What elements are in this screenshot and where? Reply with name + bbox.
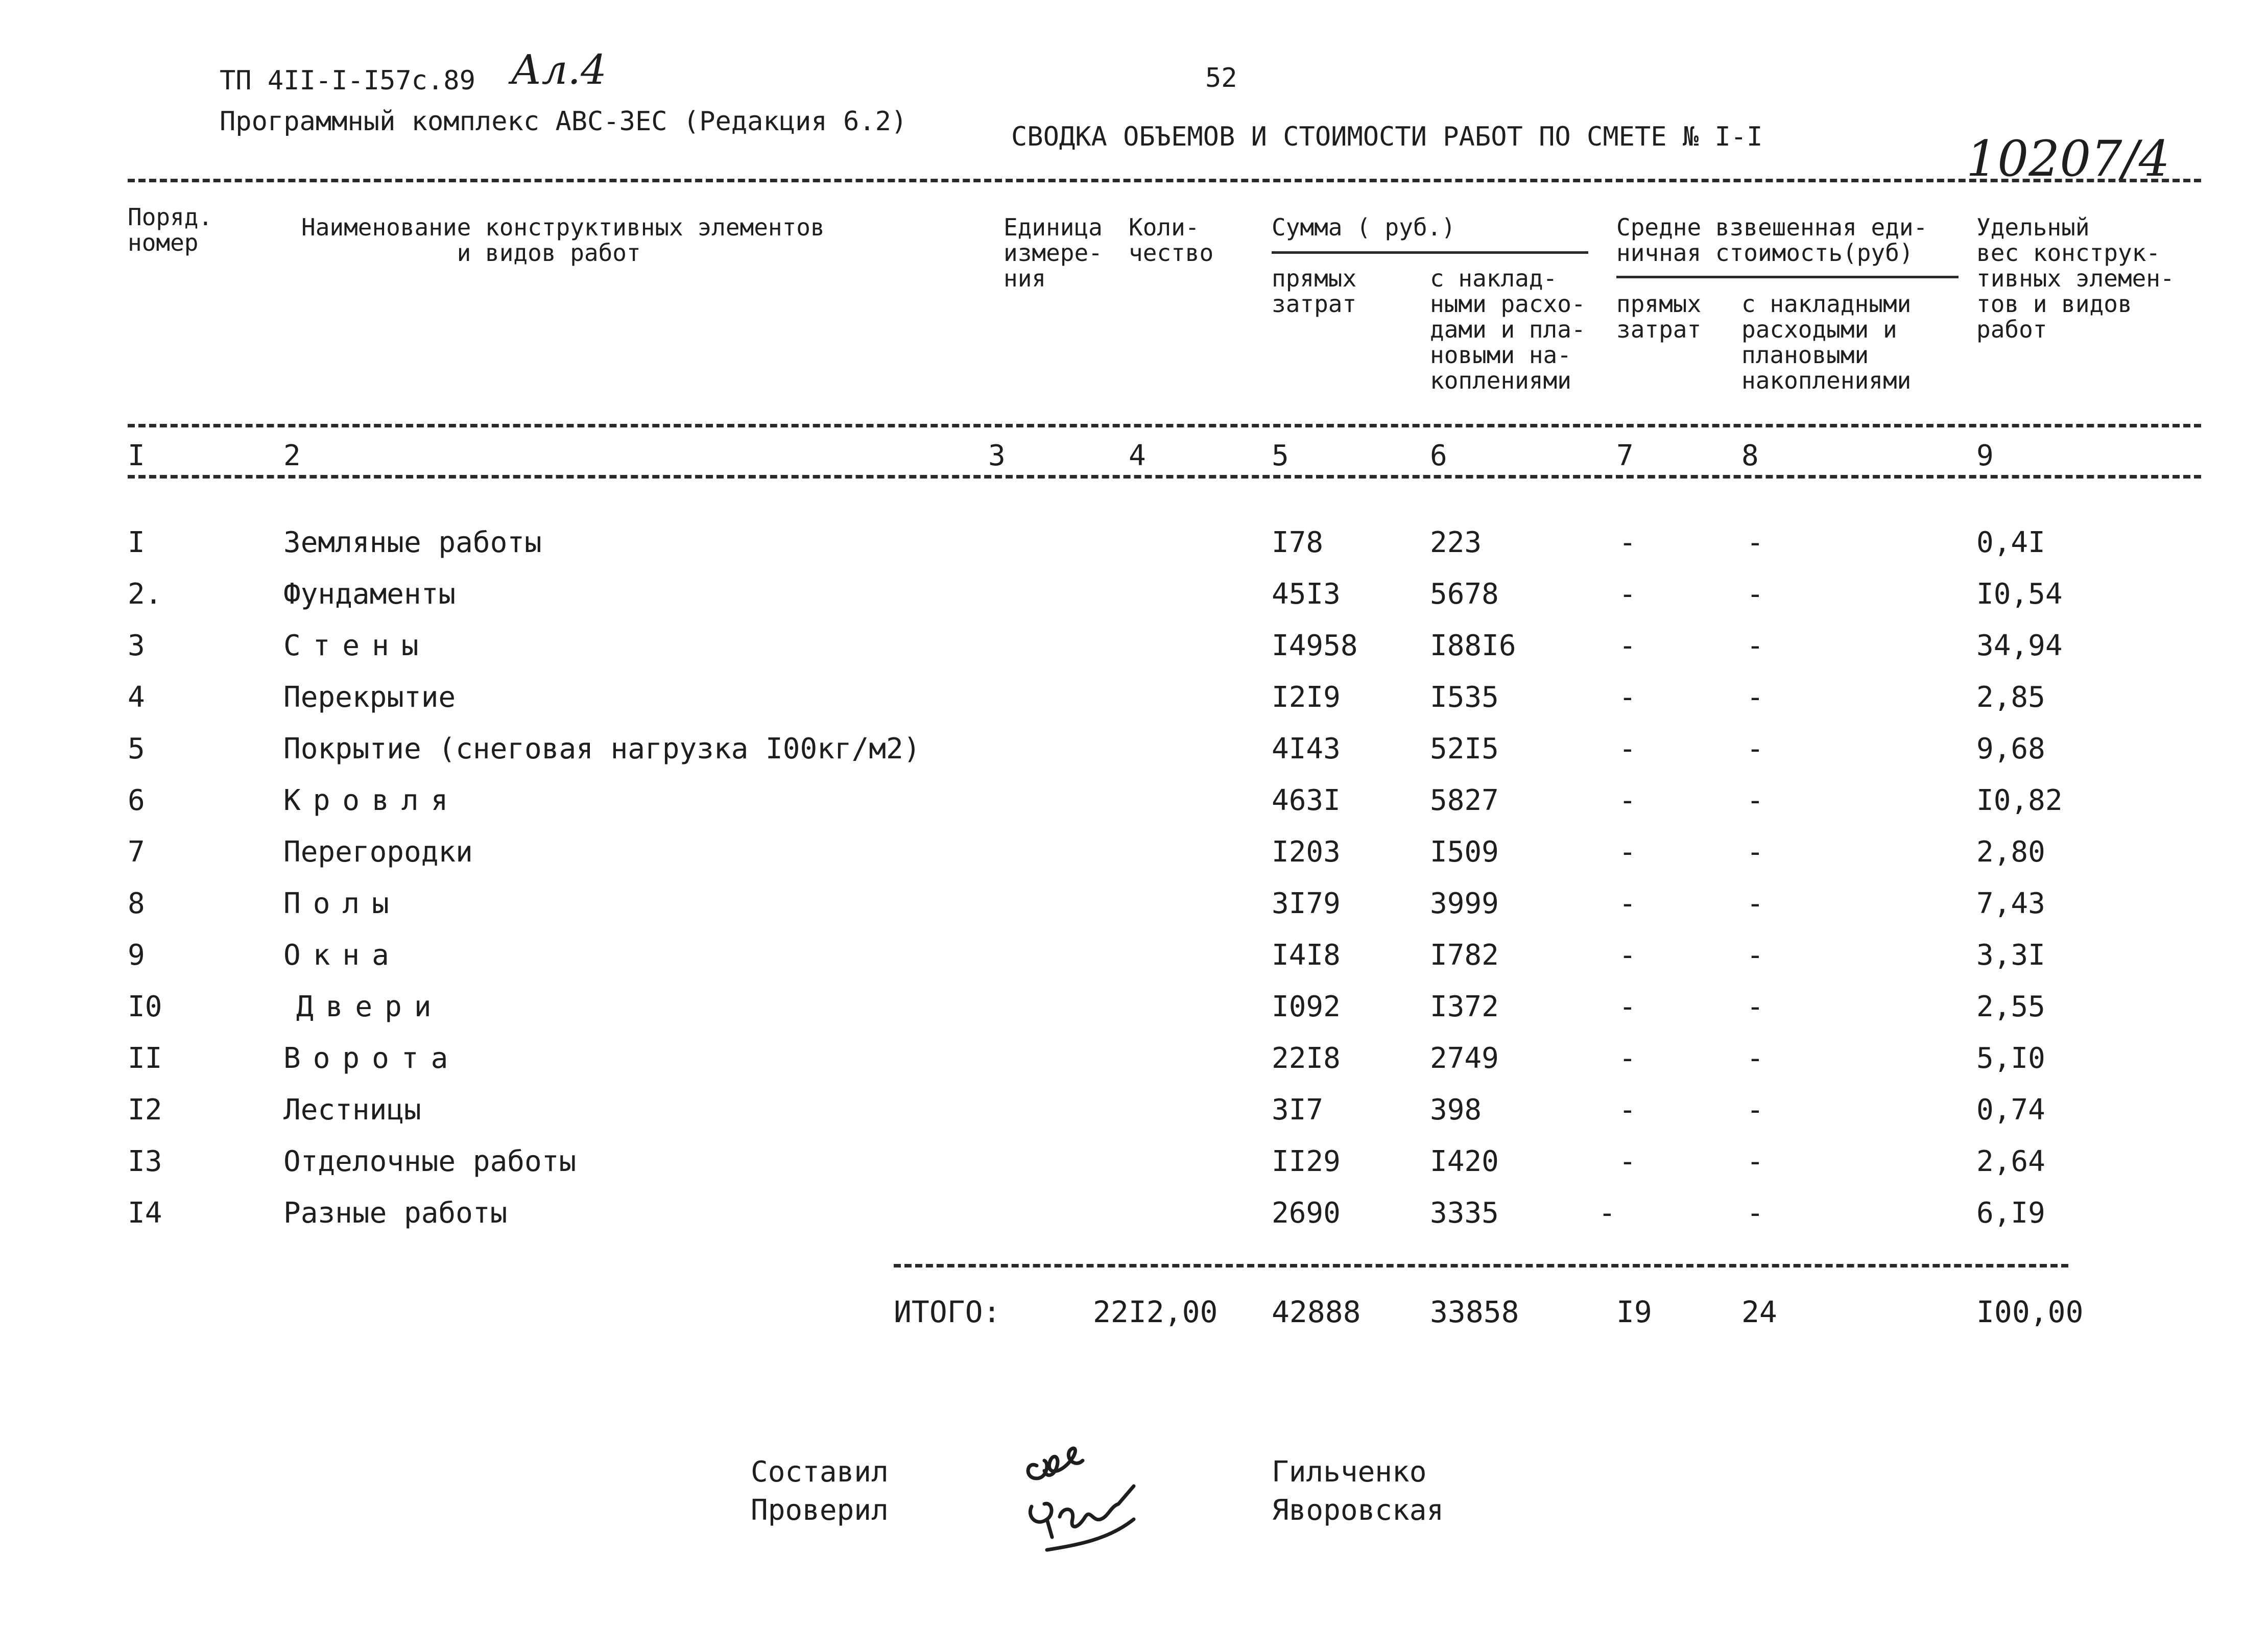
col-number-1: I [128,439,145,472]
row-direct-cost: 45I3 [1272,578,1341,611]
row-share: 2,85 [1976,681,2045,714]
header-bottom-rule [128,424,2201,427]
row-avg-overhead: - [1747,526,1764,559]
row-direct-cost: I203 [1272,835,1341,869]
row-number: 3 [128,629,145,662]
table-row [0,939,2268,990]
row-avg-direct: - [1619,1093,1636,1127]
row-avg-direct: - [1619,629,1636,662]
row-work-name: Лестницы [283,1093,421,1127]
row-work-name: Кровля [283,784,461,817]
col-header-overhead: с наклад- ными расхо- дами и пла- новыми на- коплениями [1430,265,1586,394]
col-header-share: Удельный вес конструк- тивных элемен- тов и видов работ [1976,213,2175,343]
row-work-name: Земляные работы [283,526,542,559]
row-direct-cost: 463I [1272,784,1341,817]
row-number: I3 [128,1145,162,1178]
row-share: 2,80 [1976,835,2045,869]
row-work-name: Отделочные работы [283,1145,577,1178]
row-overhead-cost: 5827 [1430,784,1499,817]
table-row [0,990,2268,1041]
row-share: 2,64 [1976,1145,2045,1178]
row-avg-direct: - [1619,732,1636,766]
row-overhead-cost: 223 [1430,526,1482,559]
row-avg-direct: - [1619,578,1636,611]
table-row [0,526,2268,577]
row-avg-overhead: - [1747,1042,1764,1075]
row-direct-cost: I092 [1272,990,1341,1023]
table-row [0,681,2268,732]
row-work-name: Разные работы [283,1197,508,1230]
row-direct-cost: I78 [1272,526,1324,559]
col-header-quantity: Коли- чество [1129,213,1214,267]
row-number: 4 [128,681,145,714]
handwritten-signatures [1016,1430,1180,1563]
checked-by-name: Яворовская [1272,1494,1444,1527]
row-number: I0 [128,990,162,1023]
col-header-direct: прямых затрат [1272,265,1357,318]
row-avg-overhead: - [1747,784,1764,817]
col-number-6: 6 [1430,439,1447,472]
compiled-by-name: Гильченко [1272,1455,1427,1489]
row-avg-direct: - [1619,526,1636,559]
row-share: 0,74 [1976,1093,2045,1127]
row-avg-direct: - [1598,1197,1616,1230]
row-direct-cost: 3I7 [1272,1093,1324,1127]
row-avg-direct: - [1619,681,1636,714]
row-overhead-cost: 398 [1430,1093,1482,1127]
row-avg-overhead: - [1747,681,1764,714]
row-direct-cost: 4I43 [1272,732,1341,766]
row-overhead-cost: I372 [1430,990,1499,1023]
table-row [0,732,2268,783]
row-avg-overhead: - [1747,835,1764,869]
row-avg-overhead: - [1747,1145,1764,1178]
row-work-name: Перегородки [283,835,473,869]
col-number-3: 3 [988,439,1006,472]
totals-avg-direct: I9 [1616,1295,1652,1329]
row-avg-direct: - [1619,1042,1636,1075]
signature-compiler [1028,1448,1083,1478]
row-avg-overhead: - [1747,1197,1764,1230]
software-name: Программный комплекс АВС-3ЕС (Редакция 6.2) [220,106,908,137]
row-work-name: Покрытие (снеговая нагрузка I00кг/м2) [283,732,921,766]
totals-share: I00,00 [1976,1295,2084,1329]
row-number: 2. [128,578,162,611]
col-number-9: 9 [1976,439,1994,472]
row-avg-overhead: - [1747,732,1764,766]
page-number: 52 [1205,63,1237,93]
row-work-name: Окна [283,939,401,972]
row-share: 6,I9 [1976,1197,2045,1230]
row-direct-cost: I2I9 [1272,681,1341,714]
row-share: 2,55 [1976,990,2045,1023]
row-overhead-cost: I420 [1430,1145,1499,1178]
row-number: 5 [128,732,145,766]
row-avg-direct: - [1619,990,1636,1023]
row-work-name: Фундаменты [283,578,456,611]
row-overhead-cost: I535 [1430,681,1499,714]
handwritten-mark: Ал.4 [511,46,607,93]
row-avg-overhead: - [1747,990,1764,1023]
row-work-name: Стены [283,629,431,662]
col-header-sum-group: Сумма ( руб.) [1272,213,1456,241]
document-code: ТП 4II-I-I57с.89 [220,65,475,96]
row-overhead-cost: I782 [1430,939,1499,972]
row-number: 7 [128,835,145,869]
compiled-by-label: Составил [751,1455,889,1489]
row-work-name: Полы [283,887,401,920]
row-number: I4 [128,1197,162,1230]
row-avg-overhead: - [1747,887,1764,920]
row-share: 3,3I [1976,939,2045,972]
row-share: 0,4I [1976,526,2045,559]
col-header-name: Наименование конструктивных элементов и видов работ [301,213,825,267]
table-row [0,835,2268,887]
col-number-8: 8 [1741,439,1759,472]
table-row [0,784,2268,835]
row-share: I0,82 [1976,784,2063,817]
col-number-5: 5 [1272,439,1289,472]
totals-label: ИТОГО: [894,1295,1001,1329]
row-overhead-cost: I509 [1430,835,1499,869]
row-overhead-cost: I88I6 [1430,629,1516,662]
row-overhead-cost: 52I5 [1430,732,1499,766]
row-overhead-cost: 3335 [1430,1197,1499,1230]
totals-quantity: 22I2,00 [1093,1295,1218,1329]
row-avg-direct: - [1619,939,1636,972]
row-number: 6 [128,784,145,817]
row-direct-cost: 2690 [1272,1197,1341,1230]
checked-by-label: Проверил [751,1494,889,1527]
table-row [0,578,2268,629]
table-row [0,887,2268,938]
table-row [0,629,2268,680]
row-avg-overhead: - [1747,629,1764,662]
totals-overhead: 33858 [1430,1295,1519,1329]
row-avg-direct: - [1619,887,1636,920]
row-work-name: Ворота [283,1042,461,1075]
row-work-name: Перекрытие [283,681,456,714]
row-avg-direct: - [1619,1145,1636,1178]
row-number: I2 [128,1093,162,1127]
avg-group-underline [1616,276,1959,278]
col-header-avg-group: Средне взвешенная еди- ничная стоимость(руб) [1616,213,1928,267]
row-direct-cost: I4958 [1272,629,1358,662]
row-avg-direct: - [1619,784,1636,817]
row-number: 8 [128,887,145,920]
row-direct-cost: II29 [1272,1145,1341,1178]
row-avg-direct: - [1619,835,1636,869]
row-avg-overhead: - [1747,939,1764,972]
row-number: II [128,1042,162,1075]
row-number: I [128,526,145,559]
row-direct-cost: I4I8 [1272,939,1341,972]
row-work-name: Двери [296,990,444,1023]
totals-rule [894,1264,2068,1268]
row-avg-overhead: - [1747,1093,1764,1127]
col-number-4: 4 [1129,439,1146,472]
row-number: 9 [128,939,145,972]
row-overhead-cost: 3999 [1430,887,1499,920]
row-share: 7,43 [1976,887,2045,920]
totals-avg-overhead: 24 [1741,1295,1777,1329]
header-top-rule [128,179,2201,182]
document-title: СВОДКА ОБЪЕМОВ И СТОИМОСТИ РАБОТ ПО СМЕТЕ № I-I [1011,122,1763,152]
col-number-2: 2 [283,439,301,472]
row-overhead-cost: 5678 [1430,578,1499,611]
table-row [0,1042,2268,1093]
column-numbers-rule [128,475,2201,479]
row-direct-cost: 3I79 [1272,887,1341,920]
table-row [0,1145,2268,1196]
col-header-unit: Единица измере- ния [1004,213,1103,292]
col-number-7: 7 [1616,439,1634,472]
row-share: 5,I0 [1976,1042,2045,1075]
row-share: 9,68 [1976,732,2045,766]
archive-number: 10207/4 [1966,130,2170,187]
sum-group-underline [1272,251,1588,254]
row-direct-cost: 22I8 [1272,1042,1341,1075]
table-row [0,1093,2268,1144]
col-header-avg-direct: прямых затрат [1616,290,1702,343]
row-share: I0,54 [1976,578,2063,611]
signature-checker [1030,1486,1134,1550]
col-header-number: Поряд. номер [128,203,213,256]
totals-direct: 42888 [1272,1295,1361,1329]
row-avg-overhead: - [1747,578,1764,611]
table-row [0,1197,2268,1248]
col-header-avg-overhead: с накладными расходыми и плановыми накоплениями [1741,290,1912,394]
row-overhead-cost: 2749 [1430,1042,1499,1075]
row-share: 34,94 [1976,629,2063,662]
